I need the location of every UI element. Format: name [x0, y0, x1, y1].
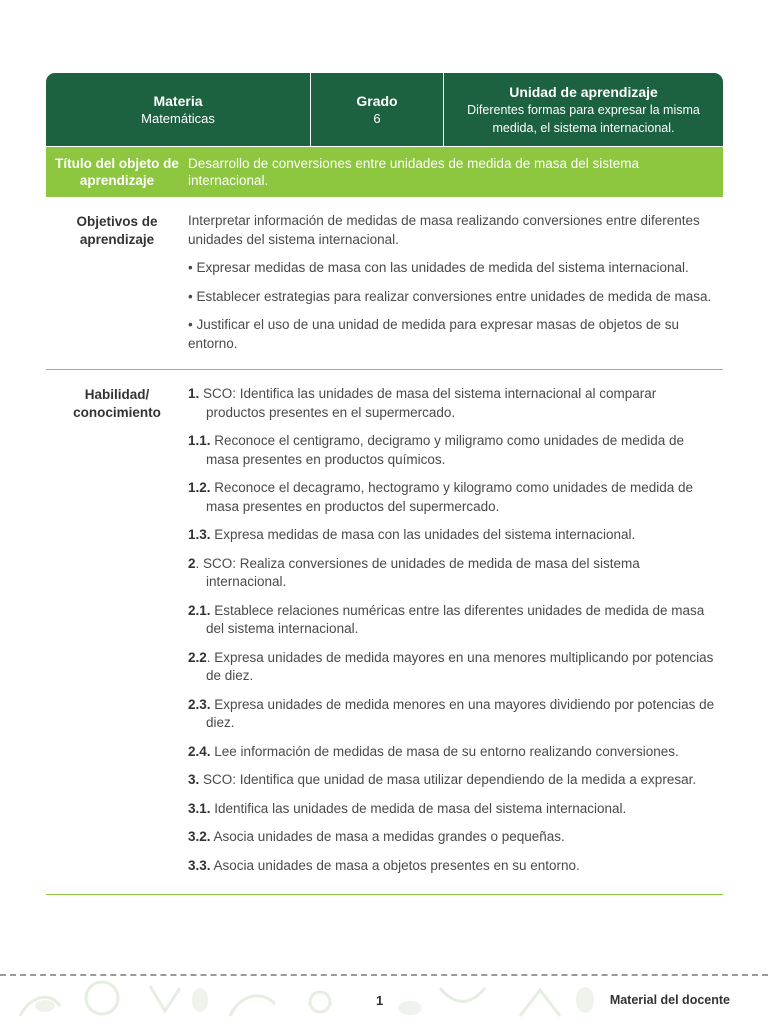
- list-item: [188, 800, 719, 819]
- list-item: [188, 649, 719, 686]
- habilidad-body: [188, 385, 723, 885]
- item-number: 3.3.: [188, 857, 211, 873]
- grado-cell: [311, 73, 444, 146]
- item-number: 3.1.: [188, 800, 211, 816]
- list-item: [188, 385, 719, 422]
- item-text: . Expresa unidades de medida mayores en una menores multiplicando por potencias de diez.: [206, 649, 714, 683]
- list-item: [188, 432, 719, 469]
- decorative-pattern-icon: [0, 976, 600, 1024]
- list-item: [188, 696, 719, 733]
- unidad-label: Unidad de aprendizaje: [509, 83, 658, 100]
- objetivos-section: [46, 197, 723, 370]
- item-text: Reconoce el decagramo, hectogramo y kilogramo como unidades de medida de masa presentes en productos del supermercado.: [206, 480, 694, 514]
- list-item: [188, 526, 719, 545]
- table-header: [46, 73, 723, 146]
- item-number: 3.: [188, 772, 200, 787]
- item-text: Identifica las unidades de medida de masa del sistema internacional.: [210, 800, 627, 816]
- item-number: 2.2: [188, 649, 207, 665]
- item-number: 1.: [188, 386, 200, 401]
- footer-label: Material del docente: [609, 993, 730, 1007]
- item-text: Expresa medidas de masa con las unidades del sistema internacional.: [210, 527, 636, 542]
- item-number: 2: [188, 555, 196, 571]
- item-number: 1.1.: [188, 433, 211, 448]
- list-item: [188, 828, 719, 847]
- materia-cell: [46, 73, 311, 146]
- item-number: 1.2.: [188, 480, 211, 495]
- item-number: 2.4.: [188, 743, 211, 759]
- item-number: 2.3.: [188, 696, 211, 712]
- item-text: Asocia unidades de masa a medidas grandes o pequeñas.: [210, 829, 565, 844]
- unidad-value: Diferentes formas para expresar la misma medida, el sistema internacional.: [467, 102, 700, 135]
- item-number: 3.2.: [188, 829, 211, 844]
- item-text: Asocia unidades de masa a objetos presentes en su entorno.: [210, 857, 580, 873]
- grado-label: Grado: [356, 92, 398, 109]
- objetivo-paragraph: • Establecer estrategias para realizar conversiones entre unidades de medida de masa.: [188, 288, 712, 304]
- objetivos-body: [188, 212, 723, 363]
- item-text: SCO: Identifica las unidades de masa del sistema internacional al comparar productos presentes en el supermercado.: [199, 386, 657, 420]
- materia-label: Materia: [153, 92, 203, 109]
- list-item: [188, 602, 719, 639]
- grado-value: 6: [373, 110, 381, 126]
- list-item: [188, 771, 719, 790]
- titulo-row: [46, 146, 723, 197]
- item-text: Establece relaciones numéricas entre las diferentes unidades de medida de masa del sistema internacional.: [206, 602, 705, 636]
- materia-value: Matemáticas: [141, 110, 215, 126]
- titulo-label: Título del objeto de aprendizaje: [55, 156, 179, 188]
- item-text: . SCO: Realiza conversiones de unidades de medida de masa del sistema internacional.: [195, 555, 640, 589]
- item-text: Lee información de medidas de masa de su entorno realizando conversiones.: [210, 743, 679, 759]
- objetivo-paragraph: Interpretar información de medidas de masa realizando conversiones entre diferentes unidades del sistema internacional.: [188, 213, 700, 247]
- titulo-value: Desarrollo de conversiones entre unidades de medida de masa del sistema internacional.: [188, 156, 640, 188]
- list-item: [188, 479, 719, 516]
- item-text: SCO: Identifica que unidad de masa utilizar dependiendo de la medida a expresar.: [199, 772, 697, 787]
- page-number: 1: [376, 993, 384, 1008]
- unidad-cell: [444, 73, 723, 146]
- item-number: 2.1.: [188, 602, 211, 618]
- item-text: Expresa unidades de medida menores en una mayores dividiendo por potencias de diez.: [206, 696, 715, 730]
- item-number: 1.3.: [188, 527, 211, 542]
- habilidad-section: [46, 370, 723, 895]
- objetivo-paragraph: • Expresar medidas de masa con las unidades de medida del sistema internacional.: [188, 260, 689, 275]
- curriculum-table: [46, 73, 723, 895]
- list-item: [188, 555, 719, 592]
- list-item: [188, 857, 719, 876]
- habilidad-label: Habilidad/ conocimiento: [73, 387, 161, 420]
- objetivos-label: Objetivos de aprendizaje: [76, 214, 158, 247]
- item-text: Reconoce el centigramo, decigramo y miligramo como unidades de medida de masa presentes en productos químicos.: [206, 433, 685, 467]
- list-item: [188, 743, 719, 762]
- objetivo-paragraph: • Justificar el uso de una unidad de medida para expresar masas de objetos de su entorno.: [188, 317, 680, 351]
